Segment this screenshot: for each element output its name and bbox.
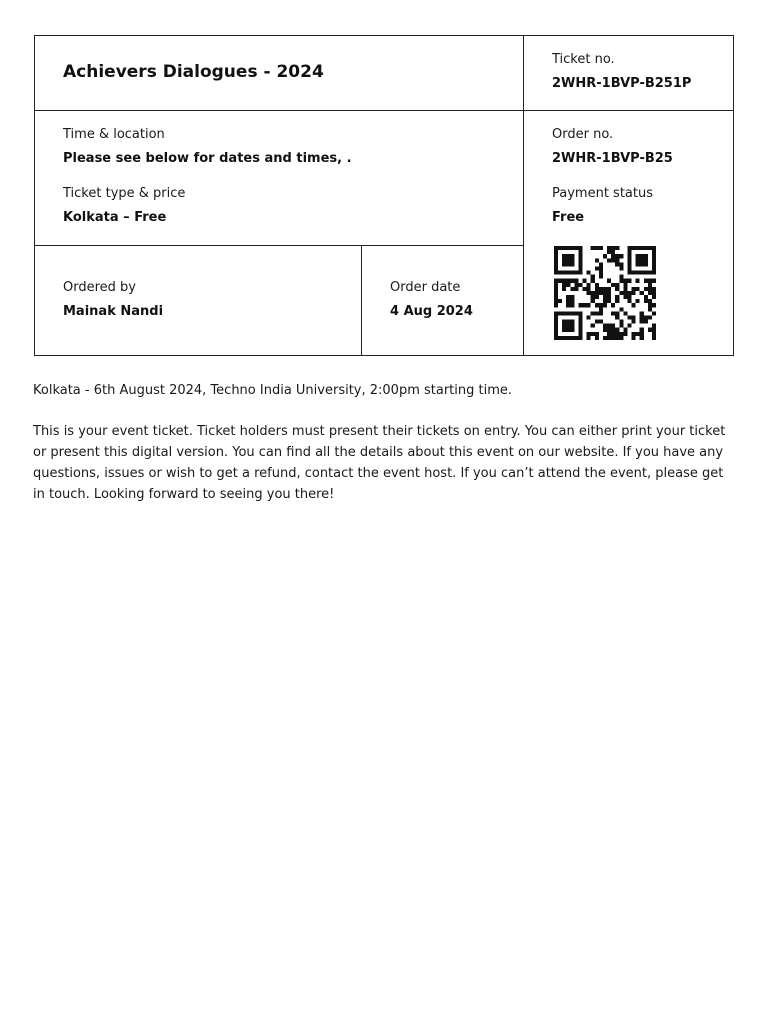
payment-status-value: Free (552, 210, 585, 225)
ordered-by-label: Ordered by (63, 280, 136, 295)
ordered-by-value: Mainak Nandi (63, 304, 164, 319)
ticket-no-value: 2WHR-1BVP-B251P (552, 76, 692, 91)
payment-status-label: Payment status (552, 186, 653, 201)
order-date-label: Order date (390, 280, 461, 295)
ticket-instructions-text: This is your event ticket. Ticket holders must present their tickets on entry. You can either print your ticket or present this digital version. You can find all the details about this event on our website. If you have any questions, issues or wish to get a refund, contact the event host. If you can’t attend the event, please get in touch. Looking forward to seeing you there! (33, 424, 726, 502)
time-location-value: Please see below for dates and times, . (63, 151, 352, 166)
divider-header (35, 110, 733, 111)
order-date-value: 4 Aug 2024 (390, 304, 473, 319)
event-ticket (34, 35, 734, 356)
qr-code (554, 246, 656, 340)
divider-lower-left (35, 245, 523, 246)
time-location-label: Time & location (63, 127, 165, 142)
divider-vertical-right (523, 36, 524, 355)
ticket-type-value: Kolkata – Free (63, 210, 167, 225)
ticket-type-label: Ticket type & price (63, 186, 186, 201)
order-no-label: Order no. (552, 127, 614, 142)
ticket-no-label: Ticket no. (552, 52, 615, 67)
event-schedule-text: Kolkata - 6th August 2024, Techno India University, 2:00pm starting time. (33, 383, 513, 398)
event-title: Achievers Dialogues - 2024 (63, 62, 324, 82)
divider-vertical-middle (361, 245, 362, 355)
order-no-value: 2WHR-1BVP-B25 (552, 151, 673, 166)
